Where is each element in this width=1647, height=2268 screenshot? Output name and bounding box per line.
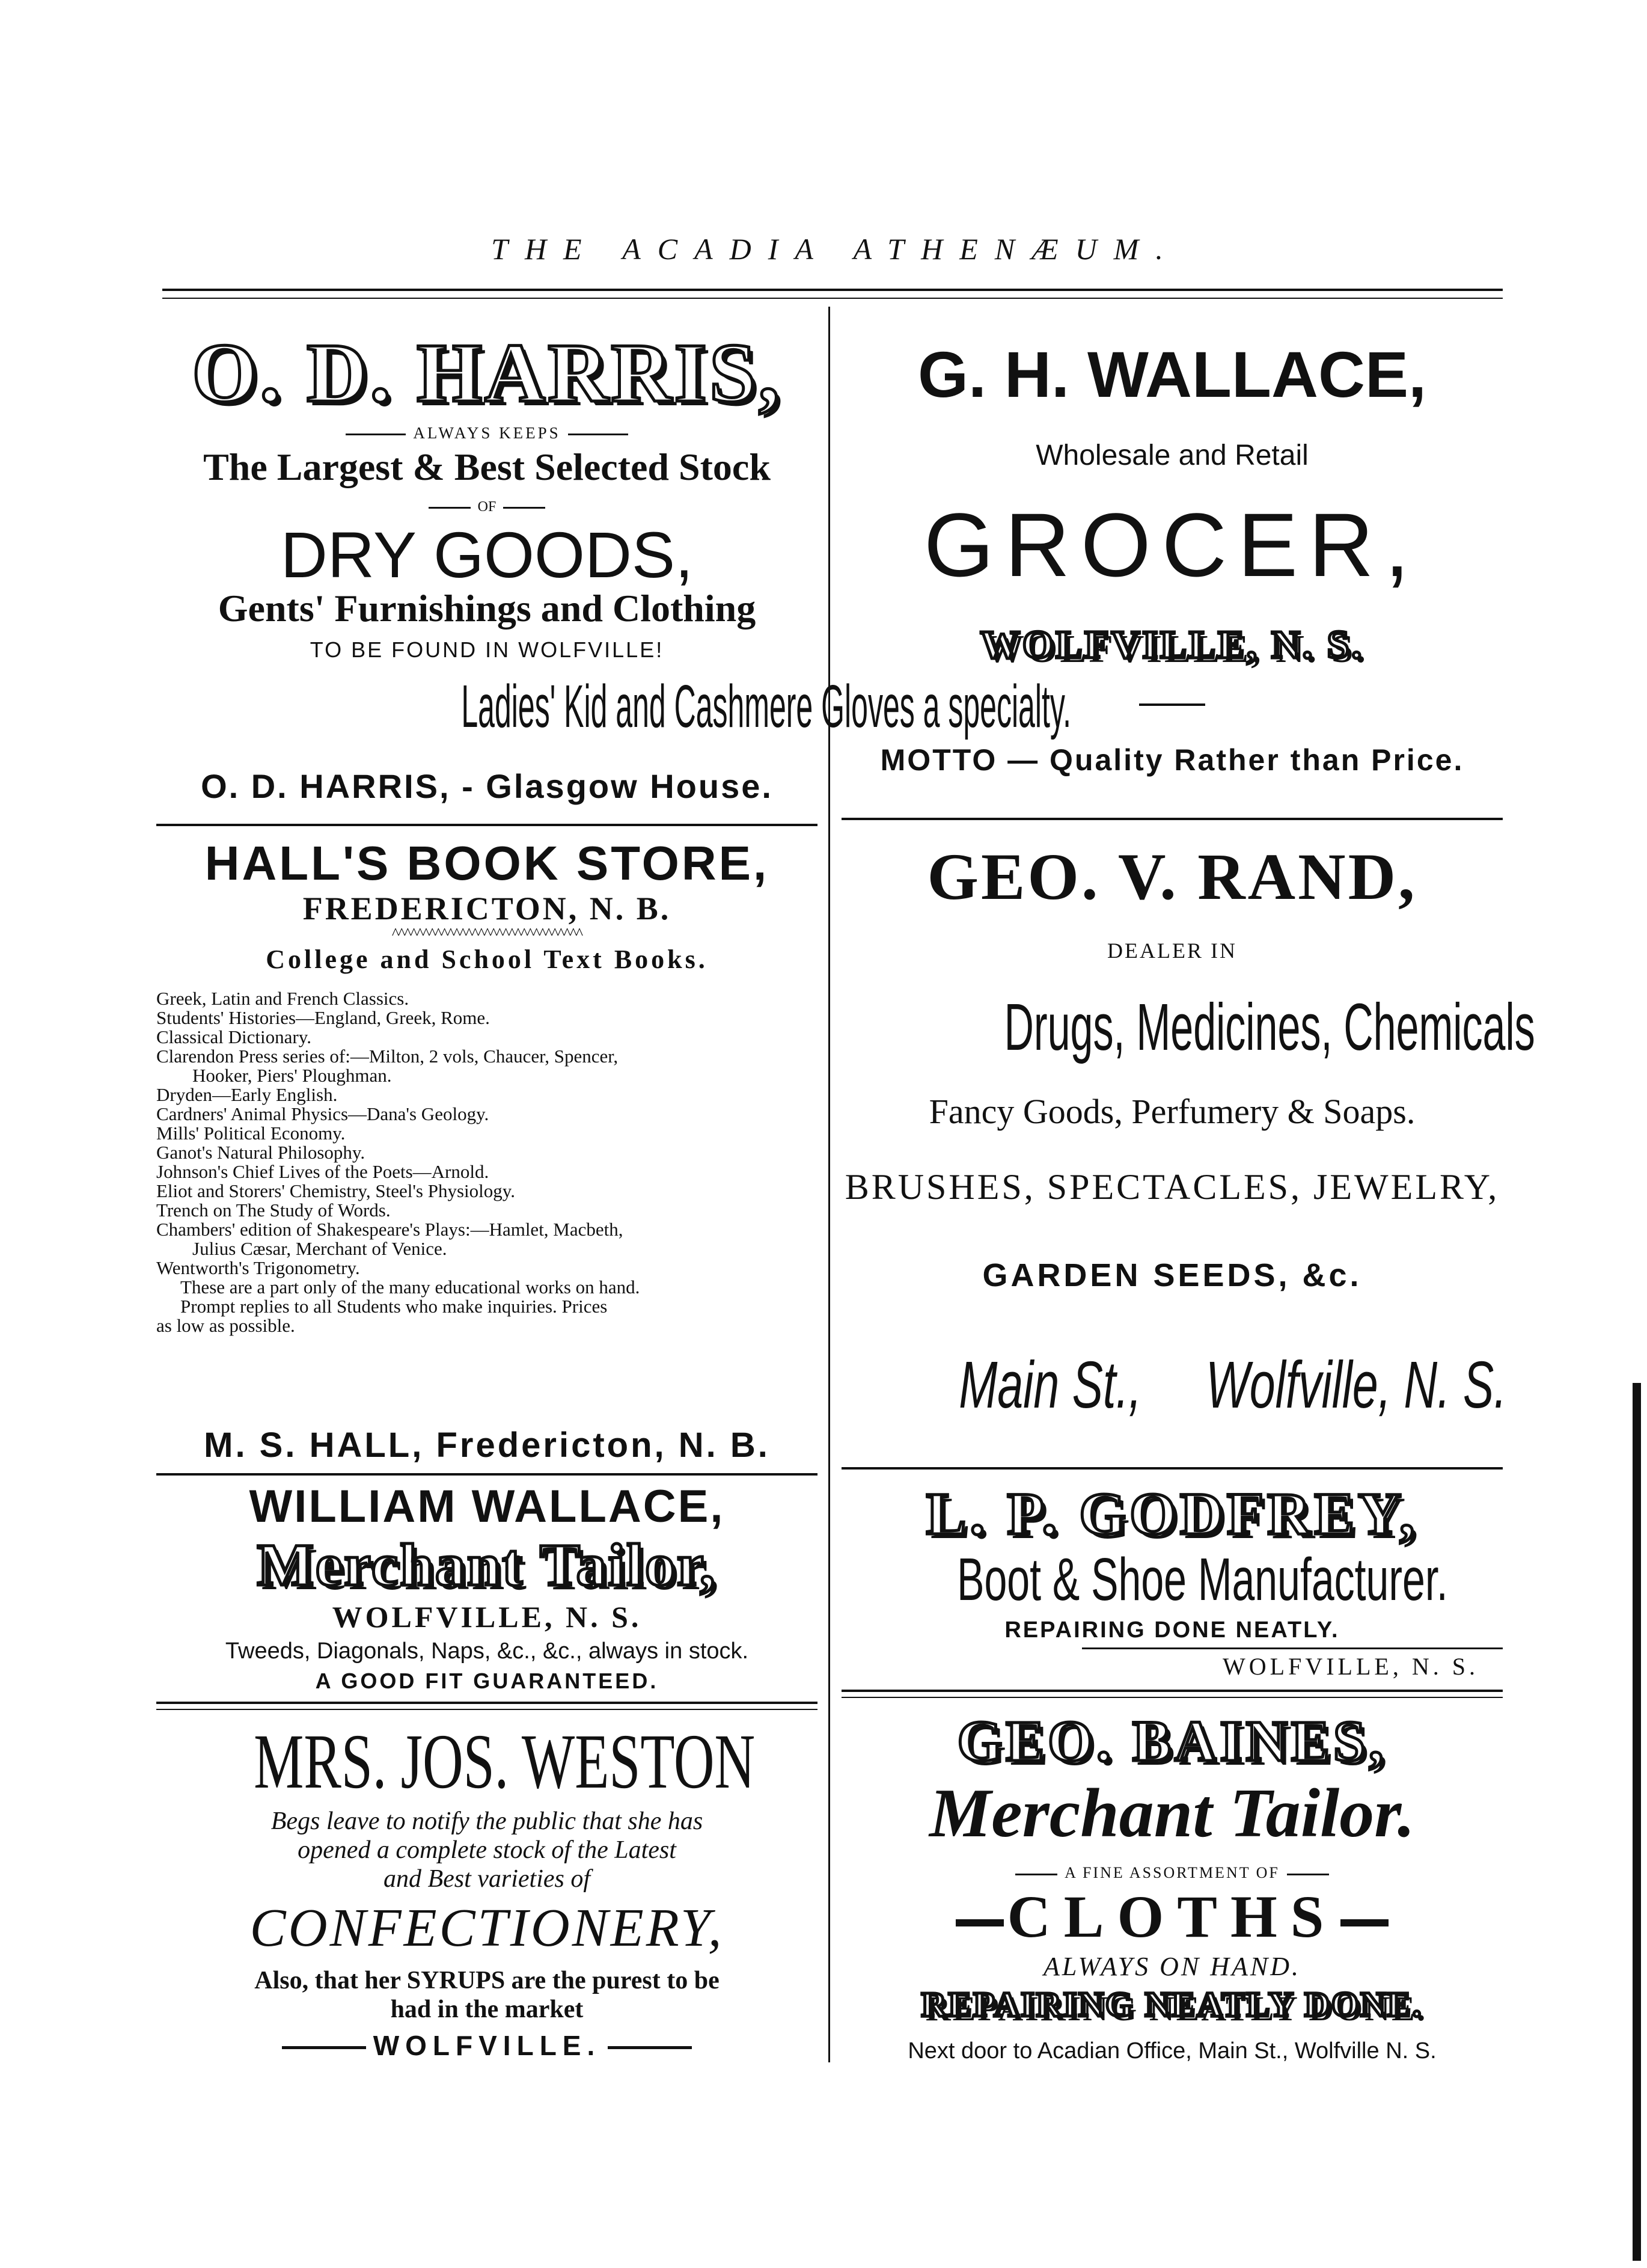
rand-fancy: Fancy Goods, Perfumery & Soaps. bbox=[929, 1092, 1416, 1131]
rule-rand-godfrey bbox=[842, 1467, 1503, 1470]
book-item: Ganot's Natural Philosophy. bbox=[156, 1142, 365, 1163]
weston-product: CONFECTIONERY, bbox=[249, 1898, 724, 1958]
hall-book-list bbox=[156, 989, 817, 1335]
weston-syrups-line: had in the market bbox=[390, 1996, 584, 2023]
right-column bbox=[842, 0, 1535, 2268]
baines-assortment: A FINE ASSORTMENT OF bbox=[842, 1864, 1503, 1882]
baines-address: Next door to Acadian Office, Main St., Wolfville N. S. bbox=[908, 2038, 1437, 2064]
weston-syrups bbox=[156, 1966, 817, 2024]
gh-wallace-town: WOLFVILLE, N. S. bbox=[980, 623, 1364, 667]
rule-wallace-weston-b bbox=[156, 1709, 817, 1710]
book-item: Hooker, Piers' Ploughman. bbox=[192, 1065, 392, 1086]
book-item: Dryden—Early English. bbox=[156, 1084, 338, 1105]
harris-name: O. D. HARRIS, bbox=[192, 326, 782, 420]
book-item: Johnson's Chief Lives of the Poets—Arnold. bbox=[156, 1161, 489, 1182]
rand-address: Main St., Wolfville, N. S. bbox=[959, 1348, 1507, 1422]
wallace-trade: Merchant Tailor, bbox=[257, 1531, 717, 1598]
rule-godfrey-baines-b bbox=[842, 1697, 1503, 1698]
baines-trade: Merchant Tailor. bbox=[929, 1775, 1415, 1852]
rand-drugs: Drugs, Medicines, Chemicals bbox=[1004, 990, 1535, 1064]
hall-subtitle: College and School Text Books. bbox=[266, 945, 708, 974]
book-item: Wentworth's Trigonometry. bbox=[156, 1257, 360, 1278]
harris-gents: Gents' Furnishings and Clothing bbox=[218, 587, 756, 630]
wallace-town: WOLFVILLE, N. S. bbox=[332, 1600, 642, 1634]
weston-notice-line: and Best varieties of bbox=[383, 1865, 591, 1893]
harris-dry-goods: DRY GOODS, bbox=[280, 518, 694, 591]
book-item: Cardners' Animal Physics—Dana's Geology. bbox=[156, 1103, 489, 1124]
rand-dealer: DEALER IN bbox=[1107, 939, 1237, 963]
rule-hall-wallace bbox=[156, 1473, 817, 1476]
running-header: THE ACADIA ATHENÆUM. bbox=[491, 232, 1180, 266]
baines-name: GEO. BAINES, bbox=[957, 1709, 1387, 1773]
rand-seeds: GARDEN SEEDS, &c. bbox=[982, 1257, 1362, 1293]
hall-note: Prompt replies to all Students who make inquiries. Prices bbox=[180, 1296, 608, 1317]
wallace-fit: A GOOD FIT GUARANTEED. bbox=[315, 1669, 659, 1693]
gh-wallace-sub: Wholesale and Retail bbox=[1036, 440, 1309, 471]
book-item: Students' Histories—England, Greek, Rome. bbox=[156, 1007, 490, 1028]
weston-syrups-line: Also, that her SYRUPS are the purest to be bbox=[254, 1967, 720, 1994]
gh-wallace-trade: GROCER, bbox=[923, 494, 1421, 595]
book-item: Julius Cæsar, Merchant of Venice. bbox=[192, 1238, 447, 1259]
godfrey-name: L. P. GODFREY, bbox=[926, 1480, 1419, 1547]
harris-tagline: The Largest & Best Selected Stock bbox=[203, 446, 771, 488]
weston-notice-line: opened a complete stock of the Latest bbox=[298, 1836, 676, 1864]
gh-wallace-name: G. H. WALLACE, bbox=[918, 338, 1426, 411]
rule-wallace-weston-a bbox=[156, 1702, 817, 1704]
weston-town: WOLFVILLE. bbox=[156, 2029, 817, 2062]
column-divider bbox=[828, 307, 830, 2062]
godfrey-town: WOLFVILLE, N. S. bbox=[1223, 1653, 1479, 1680]
hall-city: FREDERICTON, N. B. bbox=[302, 890, 671, 927]
harris-of: OF bbox=[156, 499, 817, 515]
hall-note: These are a part only of the many educational works on hand. bbox=[180, 1277, 640, 1298]
book-item: Classical Dictionary. bbox=[156, 1026, 311, 1047]
weston-name: MRS. JOS. WESTON bbox=[254, 1718, 756, 1805]
harris-found: TO BE FOUND IN WOLFVILLE! bbox=[310, 637, 664, 662]
wallace-name: WILLIAM WALLACE, bbox=[249, 1481, 725, 1532]
hall-note: as low as possible. bbox=[156, 1315, 295, 1336]
weston-notice-line: Begs leave to notify the public that she has bbox=[270, 1807, 703, 1835]
harris-gloves: Ladies' Kid and Cashmere Gloves a specialty. bbox=[461, 673, 1072, 740]
gh-wallace-motto: MOTTO — Quality Rather than Price. bbox=[880, 743, 1464, 777]
hall-signoff: M. S. HALL, Fredericton, N. B. bbox=[204, 1426, 770, 1465]
harris-signoff: O. D. HARRIS, - Glasgow House. bbox=[201, 767, 773, 805]
book-item: Greek, Latin and French Classics. bbox=[156, 988, 409, 1009]
godfrey-underline bbox=[1082, 1647, 1503, 1649]
weston-notice bbox=[156, 1807, 817, 1893]
baines-cloths: CLOTHS bbox=[842, 1882, 1503, 1951]
hall-ornament: ^^^^^^^^^^^^^^^^^^^^^^^^^^^^^^^ bbox=[391, 925, 582, 942]
godfrey-repair: REPAIRING DONE NEATLY. bbox=[1004, 1617, 1340, 1643]
book-item: Mills' Political Economy. bbox=[156, 1123, 346, 1144]
rand-brushes: BRUSHES, SPECTACLES, JEWELRY, bbox=[845, 1167, 1500, 1207]
rule-harris-hall bbox=[156, 824, 817, 826]
gh-wallace-short-rule bbox=[1139, 703, 1205, 706]
wallace-stock: Tweeds, Diagonals, Naps, &c., &c., always in stock. bbox=[225, 1638, 749, 1664]
book-item: Clarendon Press series of:—Milton, 2 vols, Chaucer, Spencer, bbox=[156, 1046, 619, 1067]
harris-always-keeps: ALWAYS KEEPS bbox=[156, 424, 817, 443]
baines-on-hand: ALWAYS ON HAND. bbox=[1043, 1952, 1301, 1981]
book-item: Chambers' edition of Shakespeare's Plays:—Hamlet, Macbeth, bbox=[156, 1219, 623, 1240]
godfrey-trade: Boot & Shoe Manufacturer. bbox=[957, 1546, 1448, 1613]
hall-title: HALL'S BOOK STORE, bbox=[204, 836, 769, 890]
rule-wallace-rand bbox=[842, 818, 1503, 820]
baines-repair: REPAIRING NEATLY DONE. bbox=[921, 1985, 1423, 2024]
rule-godfrey-baines-a bbox=[842, 1690, 1503, 1692]
rand-name: GEO. V. RAND, bbox=[927, 840, 1417, 913]
book-item: Trench on The Study of Words. bbox=[156, 1200, 391, 1221]
book-item: Eliot and Storers' Chemistry, Steel's Physiology. bbox=[156, 1180, 515, 1201]
page-edge-bar bbox=[1633, 1383, 1641, 2261]
